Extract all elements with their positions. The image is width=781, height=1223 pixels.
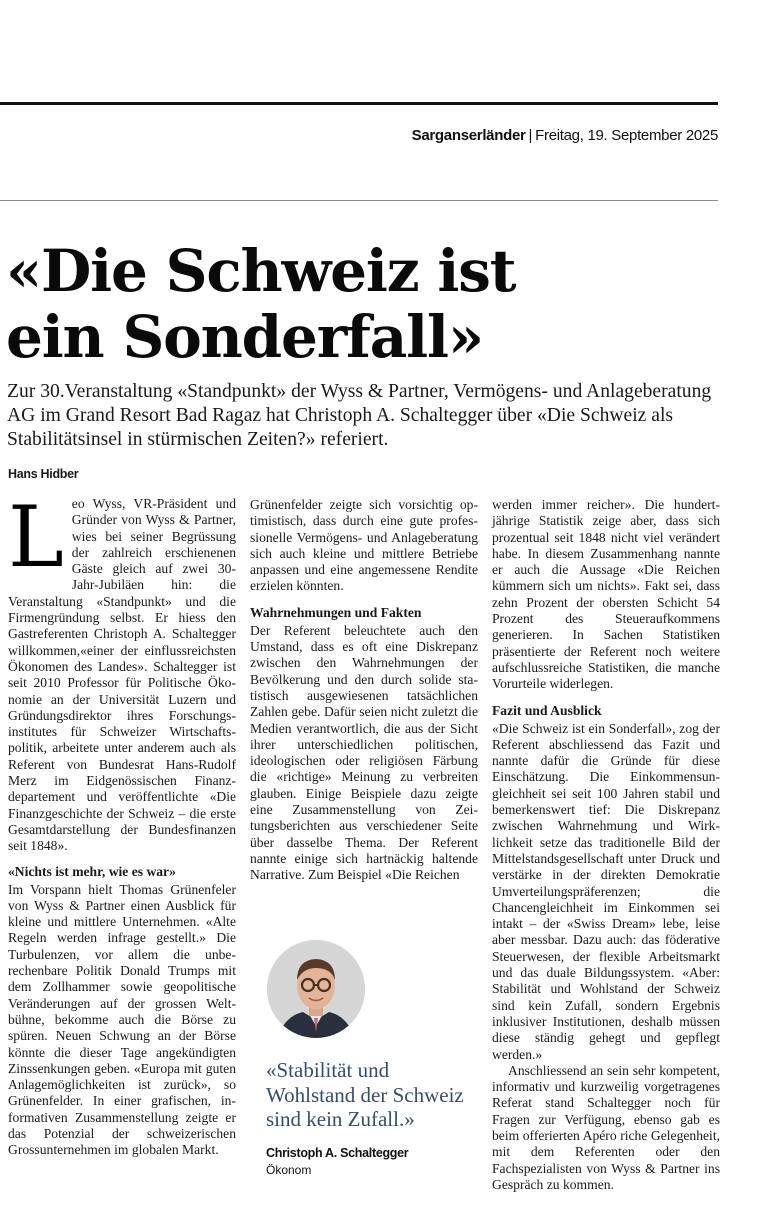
headline	[6, 238, 726, 370]
lead-paragraph: Zur 30.Veranstaltung «Standpunkt» der Wyss & Partner, Vermögens- und Anlageberatung AG im Grand Resort Bad Ragaz hat Christoph A. Schaltegger über «Die Schweiz als Stabilitätsinsel in stürmischen Zeiten?» referiert.	[7, 381, 712, 450]
portrait-illustration	[267, 940, 365, 1038]
masthead-separator: |	[528, 127, 533, 144]
publication-date: Freitag, 19. September 2025	[535, 127, 718, 144]
headline-line-2: ein Sonderfall»	[6, 303, 483, 371]
body-paragraph-5: werden immer reicher». Die hundertjährige Statistik zeige aber, dass sich prozentual seit 1848 nicht viel verändert habe. In diesem Zusammenhang nannte er auch die Aussage «Die Reichen kümmern sich um nichts». Fakt sei, dass zehn Prozent der obersten Schicht 54 Prozent des Steueraufkommens generieren. In Sachen Statistiken präsentierte der Referent noch weitere aufschlussreiche Statistiken, die manche Vorurteile widerlegen.	[492, 497, 720, 692]
drop-cap: L	[8, 488, 64, 586]
pull-quote-role: Ökonom	[266, 1162, 312, 1177]
subheading-wahrnehmungen: Wahrnehmungen und Fakten	[250, 604, 422, 620]
pull-quote-name: Christoph A. Schaltegger	[266, 1145, 409, 1160]
body-paragraph-6: «Die Schweiz ist ein Sonderfall», zog der Referent abschliessend das Fazit und nannte dafür die Gründe für diese Einschätzung. Die Einkommensungleichheit sei seit 100 Jahren stabil und bemerkenswert tief: Die Diskrepanz zwischen Wahrnehmung und Wirklichkeit setze das traditionelle Bild der Mittelstandsgesellschaft unter Druck und verstärke in der direkten Demokratie Umverteilungspräferenzen; die Chancengleichheit im Einkommen sei intakt – der «Swiss Dream» lebe, leise aber messbar. Dazu auch: das föderative Steuerwesen, der flexible Arbeitsmarkt und das duale Bildungssystem. «Aber: Stabilität und Wohlstand der Schweiz sind kein Zufall, sondern Ergebnis inklusiver Institutionen, deshalb müssen diese ständig gehegt und gepflegt werden.»	[492, 720, 720, 1062]
column-2	[250, 497, 478, 884]
body-paragraph-1: eo Wyss, VR-Präsident und Gründer von Wyss & Partner, wies bei seiner Begrüssung der zahlreich erschienenen Gäste gleich auf zwei 30-Jahr-Jubiläen hin: die Veranstaltung «Standpunkt» und die Firmengründung selbst. Er hiess den Gastreferenten Christoph A. Schaltegger willkommen,«einer der einflussreichsten Ökonomen des Landes». Schaltegger ist seit 2010 Professor für Politische Ökonomie an der Universität Luzern und Gründungsdirektor ihres Forschungsinstitutes für Schweizer Wirtschaftspolitik, arbeitete unter anderem auch als Referent von Bundesrat Hans-Rudolf Merz im Eidgenössischen Finanzdepartement und veröffentlichte «Die Finanzgeschichte der Schweiz – die erste Gesamtdarstellung der Bundesfinanzen seit 1848».	[8, 496, 236, 854]
subheading-fazit: Fazit und Ausblick	[492, 702, 602, 718]
body-paragraph-3: Grünenfelder zeigte sich vorsichtig optimistisch, dass durch eine gute professionelle Vermögens- und Anlageberatung sich auch kleine und mittlere Betriebe anpassen und eine angemessene Rendite erzielen könnten.	[250, 497, 478, 594]
newspaper-name: Sarganserländer	[411, 127, 526, 144]
column-1	[8, 466, 236, 1159]
column-3	[492, 497, 720, 1193]
pull-quote	[266, 940, 466, 1178]
masthead	[412, 127, 718, 144]
body-paragraph-4: Der Referent beleuchtete auch den Umstand, dass es oft eine Diskrepanz zwischen den Wahrnehmungen der Bevölkerung und den durch solide statistisch ausgewiesenen tatsächlichen Zahlen gebe. Dafür seien nicht zuletzt die Medien verantwortlich, die aus der Sicht ihrer unterschiedlichen politischen, ideologischen oder religiösen Färbung die «richtige» Meinung zu verbreiten glauben. Einige Beispiele dazu zeigte eine Zusammenstellung von Zeitungsberichten aus verschiedener Seite über dasselbe Thema. Der Referent nannte einige sich hartnäckig haltende Narrative. Zum Beispiel «Die Reichen	[250, 622, 478, 883]
author-byline: Hans Hidber	[8, 467, 79, 481]
portrait-photo	[267, 940, 365, 1038]
header-divider	[0, 200, 718, 201]
subheading-nichts-ist-mehr: «Nichts ist mehr, wie es war»	[8, 863, 176, 879]
body-paragraph-7: Anschliessend an sein sehr kompetent, informativ und kurzweilig vorgetragenes Referat stand Schaltegger noch für Fragen zur Verfügung, ebenso gab es beim offerierten Apéro riche Gelegenheit, mit dem Referenten oder den Fachspezialisten von Wyss & Partner ins Gespräch zu kommen.	[492, 1062, 720, 1192]
top-rule	[0, 102, 718, 105]
pull-quote-text: «Stabilität und Wohlstand der Schweiz sind kein Zufall.»	[266, 1058, 464, 1131]
headline-line-1: «Die Schweiz ist	[6, 237, 516, 305]
body-paragraph-2: Im Vorspann hielt Thomas Grünenfeler von Wyss & Partner einen Ausblick für kleine und mittlere Unternehmen. «Alte Regeln werden infrage gestellt.» Die Turbulenzen, vor allem die unberechenbare Politik Donald Trumps mit dem Zollhammer sowie geopolitische Veränderungen auf der grossen Weltbühne, bekomme auch die Börse zu spüren. Neuen Schwung an der Börse könnte die dieser Tage angekündigten Zinssenkungen geben. «Europa mit guten Anlagemöglichkeiten ist zurück», so Grünenfelder. In einer grafischen, informativen Zusammenstellung zeigte er das Potenzial der schweizerischen Grossunternehmen im globalen Markt.	[8, 881, 236, 1158]
